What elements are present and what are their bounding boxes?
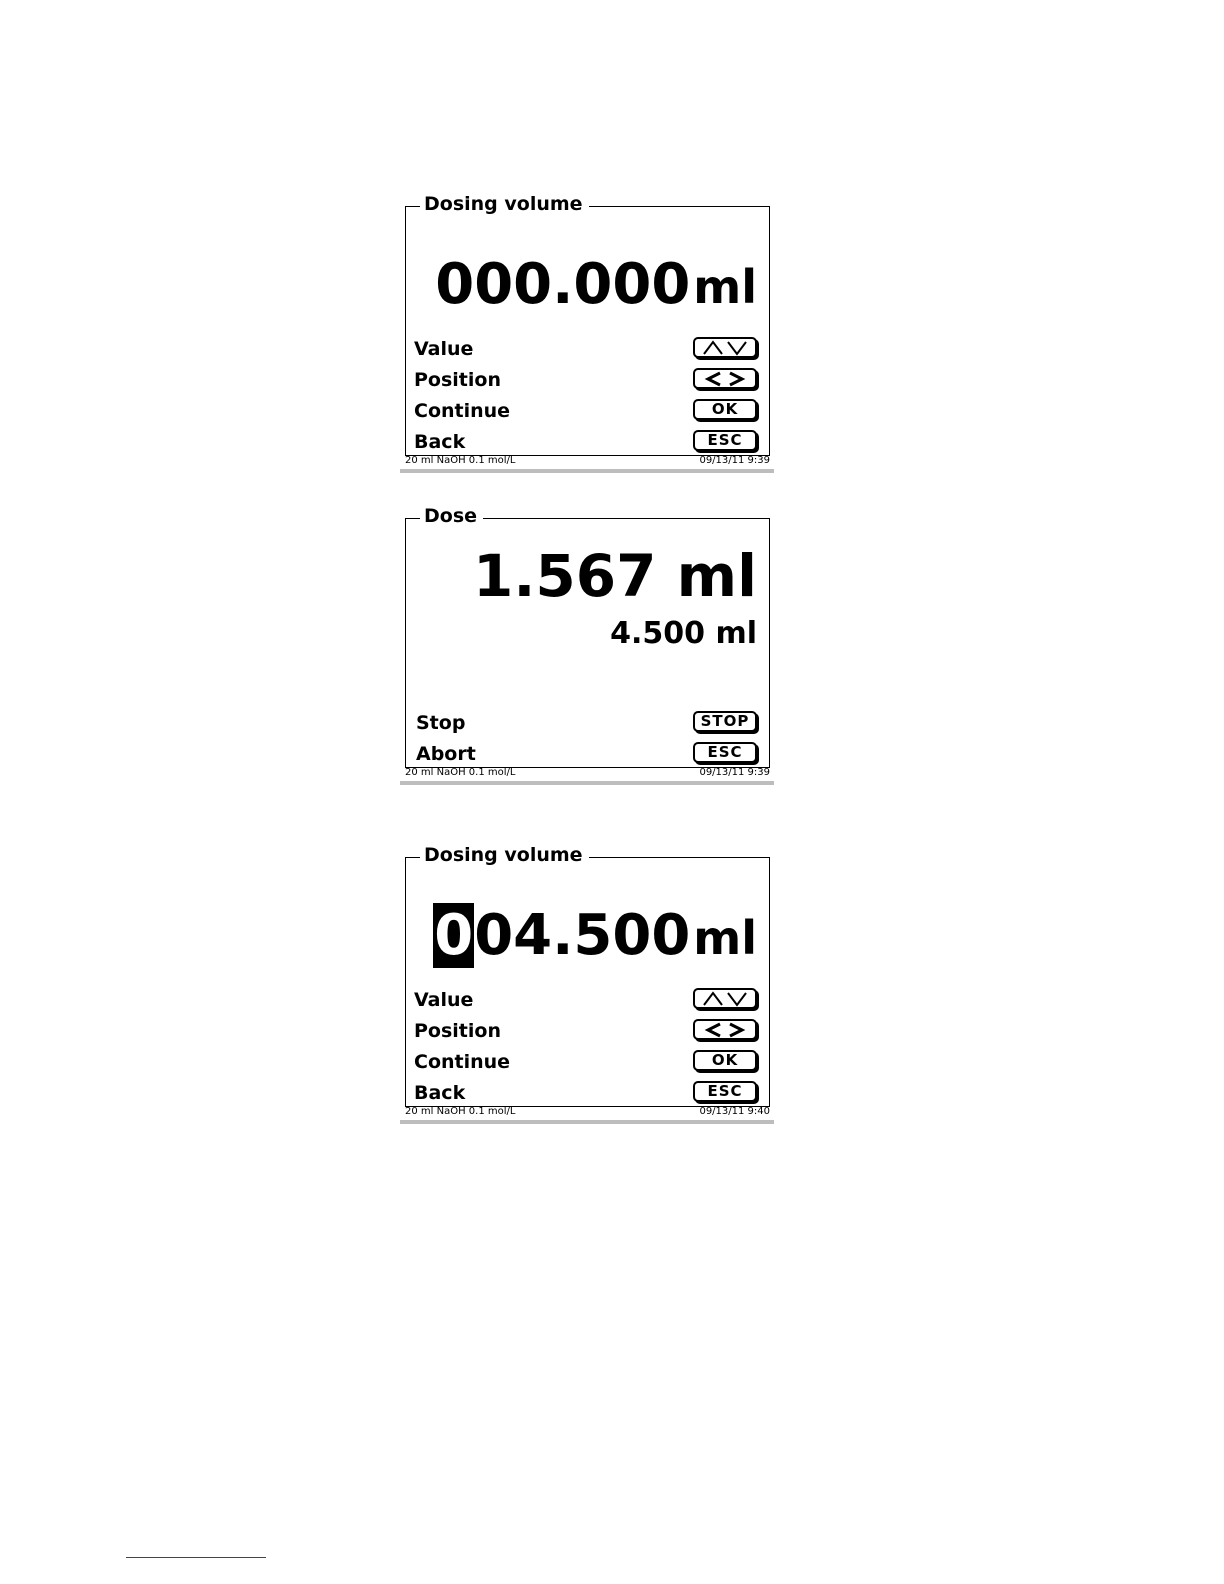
dosing-volume-value xyxy=(433,903,757,968)
status-bar xyxy=(405,455,771,467)
row-value xyxy=(414,335,757,365)
updown-key[interactable] xyxy=(693,337,757,358)
row-label: Value xyxy=(414,338,474,360)
row-label: Stop xyxy=(416,712,466,734)
value-unit: ml xyxy=(693,911,757,965)
row-label: Abort xyxy=(416,743,476,765)
target-volume-value: 4.500 ml xyxy=(610,616,757,651)
screen-title: Dosing volume xyxy=(420,845,589,865)
row-position xyxy=(414,1017,757,1047)
row-value xyxy=(414,986,757,1016)
dosing-volume-screen-1 xyxy=(400,193,774,474)
leftright-key[interactable] xyxy=(693,368,757,389)
leftright-icon xyxy=(702,371,748,387)
row-continue xyxy=(414,397,757,427)
leftright-icon xyxy=(702,1022,748,1038)
dosed-volume-value: 1.567 ml xyxy=(473,542,757,610)
stop-key[interactable]: STOP xyxy=(693,711,757,732)
row-abort xyxy=(414,740,757,770)
row-label: Position xyxy=(414,1020,501,1042)
row-position xyxy=(414,366,757,396)
footnote-separator xyxy=(126,1557,266,1558)
leftright-key[interactable] xyxy=(693,1019,757,1040)
screen-frame xyxy=(405,505,770,768)
reagent-info: 20 ml NaOH 0.1 mol/L xyxy=(405,767,516,778)
date-time: 09/13/11 9:40 xyxy=(699,1106,770,1117)
value-unit: ml xyxy=(693,260,757,314)
row-continue xyxy=(414,1048,757,1078)
date-time: 09/13/11 9:39 xyxy=(699,455,770,466)
reagent-info: 20 ml NaOH 0.1 mol/L xyxy=(405,1106,516,1117)
screen-title: Dosing volume xyxy=(420,194,589,214)
row-back xyxy=(414,428,757,458)
status-bar xyxy=(405,1106,771,1118)
screen-frame xyxy=(405,193,770,456)
row-stop xyxy=(414,709,757,739)
updown-icon xyxy=(702,991,748,1007)
reagent-info: 20 ml NaOH 0.1 mol/L xyxy=(405,455,516,466)
status-bar xyxy=(405,767,771,779)
row-label: Back xyxy=(414,431,466,453)
esc-key[interactable]: ESC xyxy=(693,742,757,763)
divider xyxy=(400,781,774,785)
row-label: Continue xyxy=(414,1051,511,1073)
esc-key[interactable]: ESC xyxy=(693,1081,757,1102)
value-digits: 04.500 xyxy=(474,903,691,968)
screen-title: Dose xyxy=(420,506,483,526)
updown-key[interactable] xyxy=(693,988,757,1009)
ok-key[interactable]: OK xyxy=(693,1050,757,1071)
date-time: 09/13/11 9:39 xyxy=(699,767,770,778)
ok-key[interactable]: OK xyxy=(693,399,757,420)
esc-key[interactable]: ESC xyxy=(693,430,757,451)
row-back xyxy=(414,1079,757,1109)
screen-frame xyxy=(405,844,770,1107)
value-digits: 000.000 xyxy=(435,252,691,317)
updown-icon xyxy=(702,340,748,356)
divider xyxy=(400,1120,774,1124)
divider xyxy=(400,469,774,473)
cursor-digit[interactable]: 0 xyxy=(434,903,474,968)
row-label: Continue xyxy=(414,400,511,422)
dosing-volume-value xyxy=(435,252,757,317)
row-label: Value xyxy=(414,989,474,1011)
row-label: Position xyxy=(414,369,501,391)
dosing-volume-screen-2 xyxy=(400,844,774,1125)
dose-screen xyxy=(400,505,774,786)
row-label: Back xyxy=(414,1082,466,1104)
